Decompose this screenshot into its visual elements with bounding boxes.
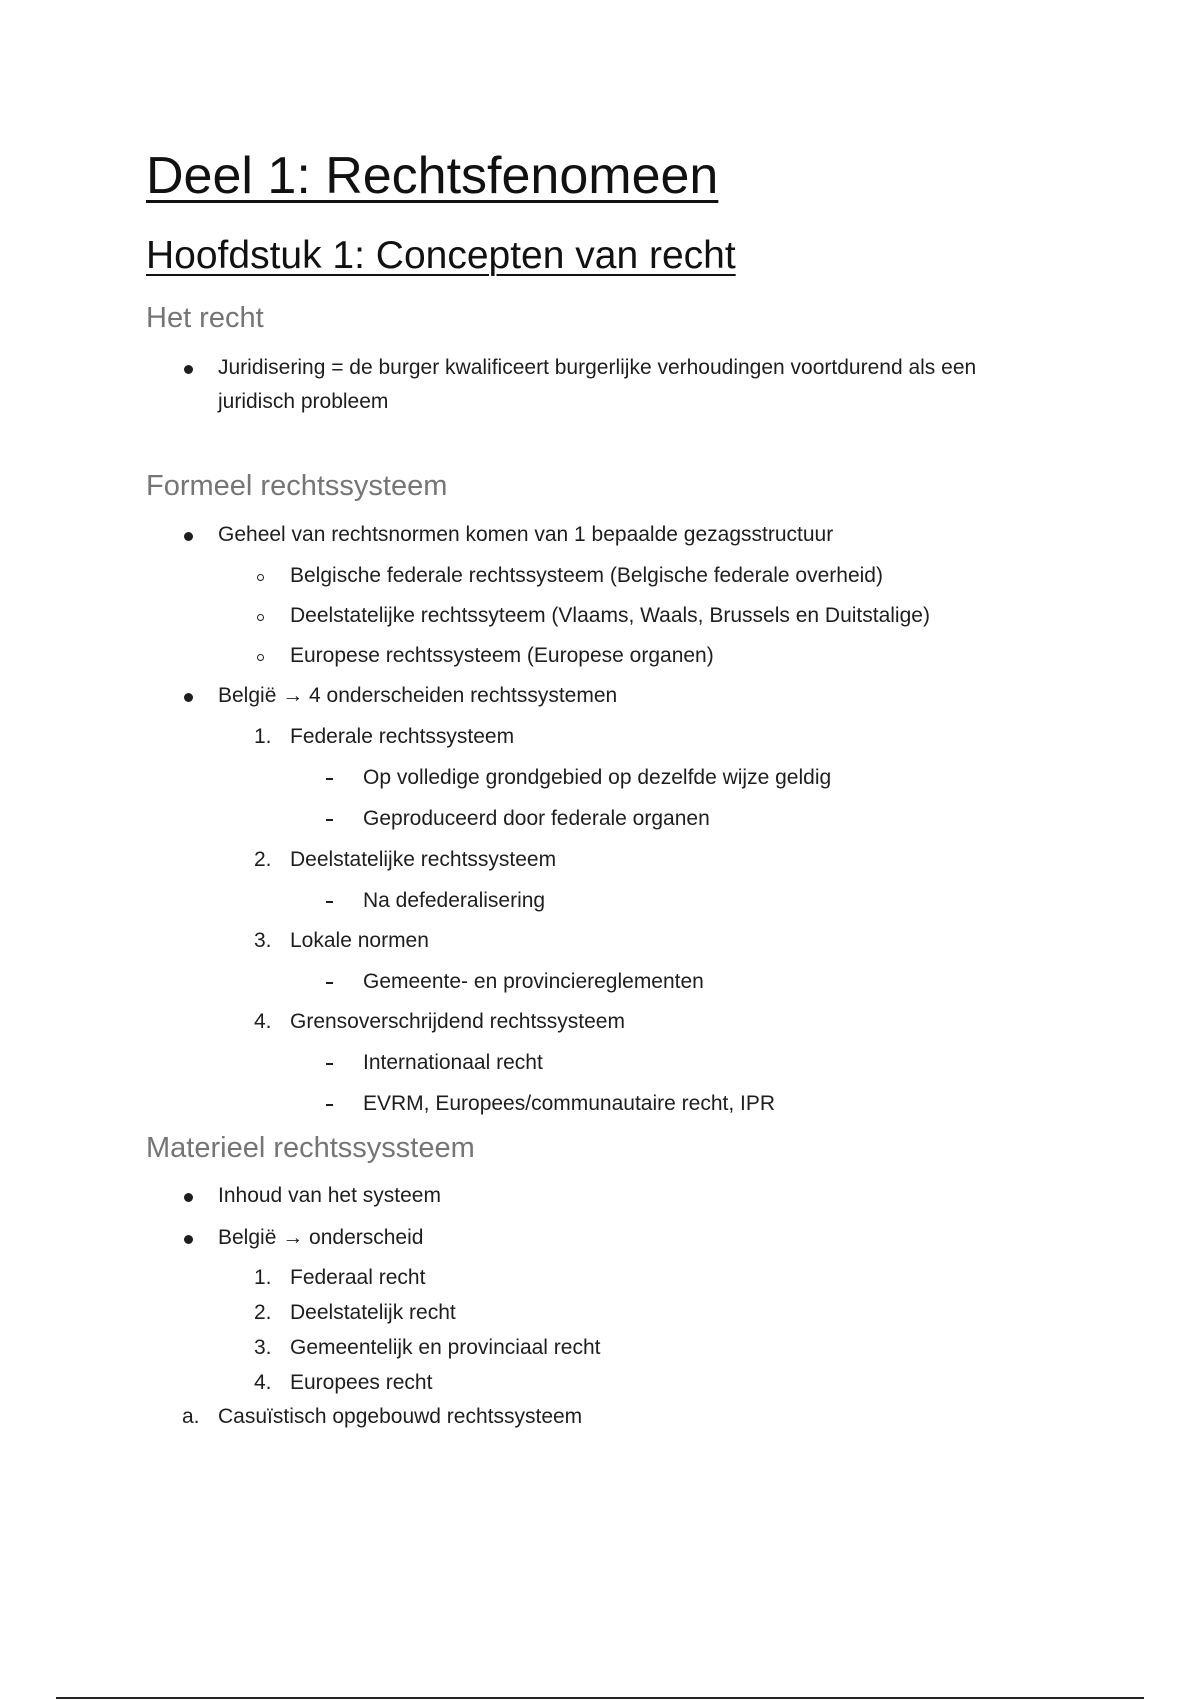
lettered-item-text: Casuïstisch opgebouwd rechtssysteem (218, 1405, 583, 1428)
hollow-bullet-icon (257, 614, 264, 621)
chapter-heading: Hoofdstuk 1: Concepten van recht (146, 234, 736, 277)
dash-bullet-icon (326, 778, 333, 780)
section-heading-het-recht: Het recht (146, 302, 264, 334)
list-number: 3. (254, 1336, 272, 1359)
bullet-icon (184, 365, 193, 374)
dash-bullet-icon (326, 1063, 333, 1065)
numbered-item-text: Deelstatelijk recht (290, 1301, 456, 1324)
hollow-bullet-icon (257, 654, 264, 661)
dash-bullet-icon (326, 1104, 333, 1106)
section-heading-formeel: Formeel rechtssysteem (146, 470, 448, 502)
dash-item-text: Geproduceerd door federale organen (363, 807, 710, 830)
bullet-text: Juridisering = de burger kwalificeert burgerlijke verhoudingen voortdurend als een (218, 356, 977, 379)
list-number: 3. (254, 929, 272, 952)
sub-bullet-text: Europese rechtssysteem (Europese organen) (290, 644, 714, 667)
list-number: 1. (254, 1266, 272, 1289)
numbered-item-text: Federaal recht (290, 1266, 426, 1289)
dash-item-text: Na defederalisering (363, 889, 546, 912)
page-title: Deel 1: Rechtsfenomeen (146, 147, 719, 205)
section-heading-materieel: Materieel rechtssyssteem (146, 1132, 475, 1164)
sub-bullet-text: Belgische federale rechtssysteem (Belgische federale overheid) (290, 564, 883, 587)
dash-item-text: Gemeente- en provinciereglementen (363, 970, 704, 993)
dash-item-text: Op volledige grondgebied op dezelfde wijze geldig (363, 766, 832, 789)
bullet-text: België → 4 onderscheiden rechtssystemen (218, 684, 618, 707)
dash-bullet-icon (326, 901, 333, 903)
hollow-bullet-icon (257, 574, 264, 581)
list-number: 1. (254, 725, 272, 748)
bullet-text: Geheel van rechtsnormen komen van 1 bepaalde gezagsstructuur (218, 523, 834, 546)
numbered-item-text: Europees recht (290, 1371, 433, 1394)
list-number: 2. (254, 848, 272, 871)
dash-bullet-icon (326, 819, 333, 821)
bullet-icon (184, 1193, 193, 1202)
bullet-text: Inhoud van het systeem (218, 1184, 441, 1207)
numbered-item-text: Lokale normen (290, 929, 429, 952)
list-number: 4. (254, 1010, 272, 1033)
bullet-text: België → onderscheid (218, 1226, 424, 1249)
dash-item-text: Internationaal recht (363, 1051, 543, 1074)
numbered-item-text: Grensoverschrijdend rechtssysteem (290, 1010, 625, 1033)
bullet-text-continued: juridisch probleem (218, 390, 389, 413)
bullet-icon (184, 693, 193, 702)
bullet-icon (184, 1235, 193, 1244)
sub-bullet-text: Deelstatelijke rechtssyteem (Vlaams, Waals, Brussels en Duitstalige) (290, 604, 930, 627)
list-number: 4. (254, 1371, 272, 1394)
bullet-icon (184, 532, 193, 541)
list-letter: a. (182, 1405, 200, 1428)
list-number: 2. (254, 1301, 272, 1324)
dash-item-text: EVRM, Europees/communautaire recht, IPR (363, 1092, 776, 1115)
numbered-item-text: Gemeentelijk en provinciaal recht (290, 1336, 601, 1359)
numbered-item-text: Federale rechtssysteem (290, 725, 515, 748)
dash-bullet-icon (326, 982, 333, 984)
footer-rule (56, 1697, 1144, 1699)
numbered-item-text: Deelstatelijke rechtssysteem (290, 848, 557, 871)
